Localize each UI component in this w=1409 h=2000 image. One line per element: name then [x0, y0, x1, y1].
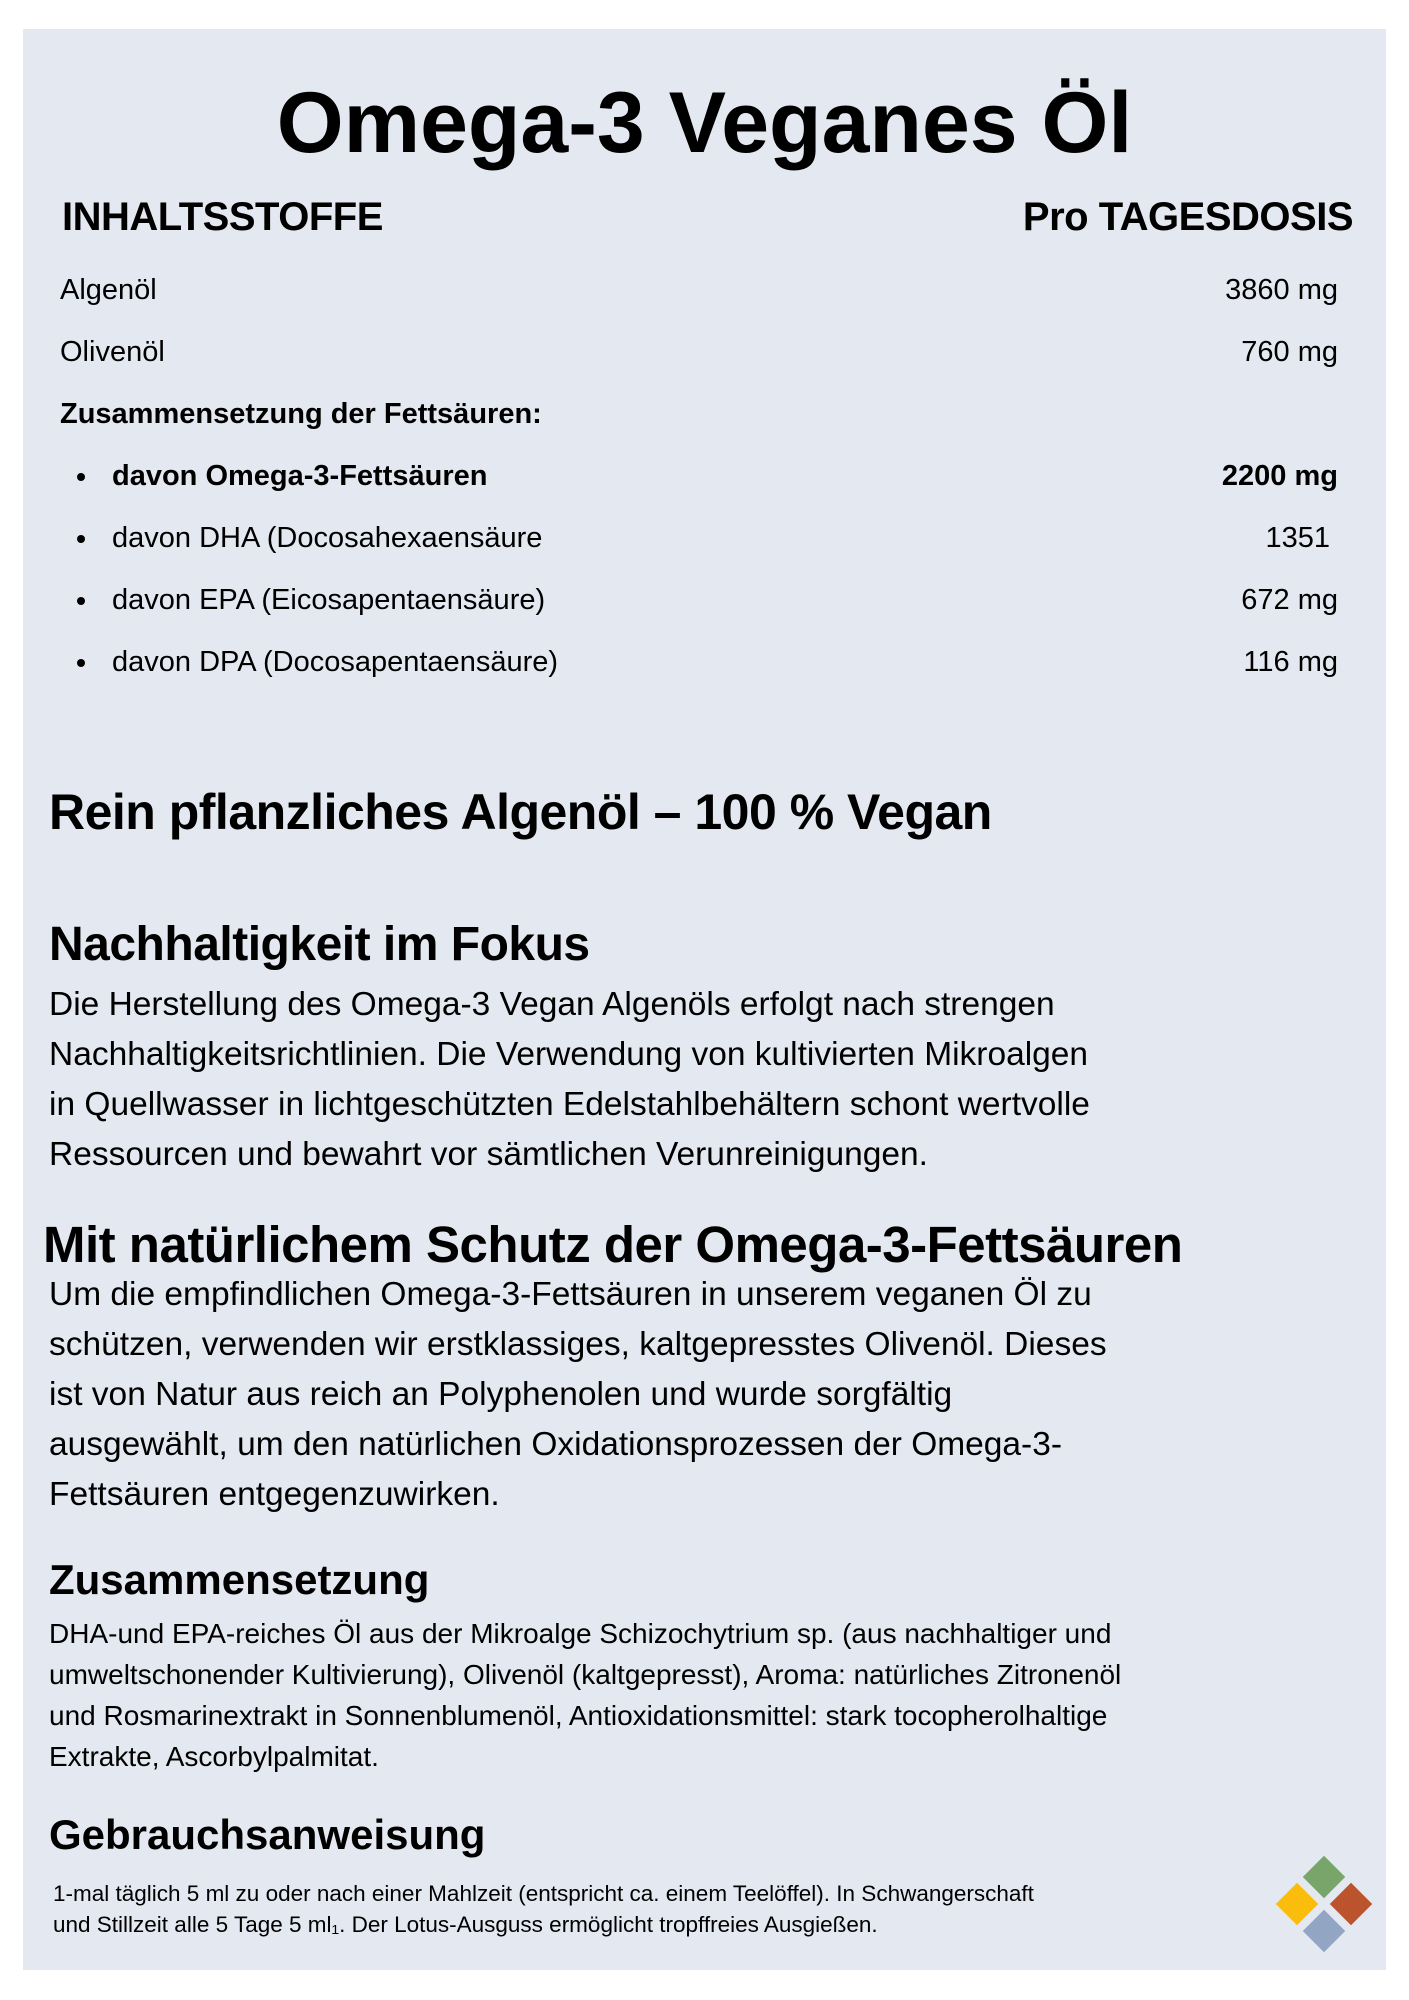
ingredients-column-header: INHALTSSTOFFE	[62, 195, 383, 239]
ingredient-row	[60, 518, 1338, 558]
ingredient-value: 760 mg	[1241, 336, 1338, 368]
sustainability-paragraph: Die Herstellung des Omega-3 Vegan Algenöls erfolgt nach strengen Nachhaltigkeitsrichtlinien. Die Verwendung von kultivierten Mikroalgen in Quellwasser in lichtgeschützten Edelstahlbehältern schont wertvolle Ressourcen und bewahrt vor sämtlichen Verunreinigungen.	[49, 986, 1090, 1173]
ingredient-value: 2200 mg	[1221, 460, 1338, 492]
ingredient-value: 116 mg	[1243, 646, 1338, 678]
ingredient-row	[60, 580, 1338, 620]
ingredient-label: davon DHA (Docosahexaensäure	[112, 522, 543, 554]
ingredient-row	[60, 456, 1338, 496]
usage-paragraph: 1-mal täglich 5 ml zu oder nach einer Mahlzeit (entspricht ca. einem Teelöffel). In Schwangerschaft und Stillzeit alle 5 Tage 5 ml₁. Der Lotus-Ausguss ermöglicht tropffreies Ausgießen.	[53, 1881, 1034, 1937]
ingredient-label: Olivenöl	[60, 336, 165, 368]
vegan-tagline: Rein pflanzliches Algenöl – 100 % Vegan	[49, 784, 992, 840]
ingredient-row	[60, 332, 1338, 372]
ingredient-value: 3860 mg	[1225, 274, 1338, 306]
sustainability-heading: Nachhaltigkeit im Fokus	[49, 918, 590, 971]
usage-heading: Gebrauchsanweisung	[49, 1811, 486, 1858]
product-info-panel	[23, 29, 1386, 1970]
diamond-green-icon	[1303, 1856, 1345, 1898]
composition-paragraph: DHA-und EPA-reiches Öl aus der Mikroalge Schizochytrium sp. (aus nachhaltiger und umweltschonender Kultivierung), Olivenöl (kaltgepresst), Aroma: natürliches Zitronenöl und Rosmarinextrakt in Sonnenblumenöl, Antioxidationsmittel: stark tocopherolhaltige Extrakte, Ascorbylpalmitat.	[49, 1618, 1122, 1772]
ingredient-row	[60, 270, 1338, 310]
ingredient-value: 1351	[1265, 522, 1330, 554]
ingredient-label: Algenöl	[60, 274, 157, 306]
protection-paragraph: Um die empfindlichen Omega-3-Fettsäuren in unserem veganen Öl zu schützen, verwenden wir erstklassiges, kaltgepresstes Olivenöl. Dieses ist von Natur aus reich an Polyphenolen und wurde sorgfältig ausgewählt, um den natürlichen Oxidationsprozessen der Omega-3- Fettsäuren entgegenzuwirken.	[49, 1276, 1107, 1513]
ingredient-label: davon Omega-3-Fettsäuren	[112, 460, 488, 492]
diamond-orange-icon	[1330, 1883, 1372, 1925]
ingredient-label: davon DPA (Docosapentaensäure)	[112, 646, 559, 678]
diamond-yellow-icon	[1276, 1883, 1318, 1925]
diamond-blue-icon	[1303, 1910, 1345, 1952]
protection-heading: Mit natürlichem Schutz der Omega-3-Fettsäuren	[43, 1216, 1183, 1273]
daily-dose-column-header: Pro TAGESDOSIS	[1022, 195, 1353, 239]
bullet-icon	[77, 473, 85, 481]
ingredient-subheading: Zusammensetzung der Fettsäuren:	[60, 398, 542, 430]
composition-heading: Zusammensetzung	[49, 1556, 430, 1603]
ingredient-label: davon EPA (Eicosapentaensäure)	[112, 584, 546, 616]
bullet-icon	[77, 535, 85, 543]
ingredient-row	[60, 642, 1338, 682]
page-title: Omega-3 Veganes Öl	[276, 75, 1133, 171]
four-diamond-logo-icon	[1272, 1852, 1376, 1956]
bullet-icon	[77, 659, 85, 667]
ingredient-value: 672 mg	[1241, 584, 1338, 616]
ingredient-subheading-row	[60, 394, 1338, 434]
bullet-icon	[77, 597, 85, 605]
